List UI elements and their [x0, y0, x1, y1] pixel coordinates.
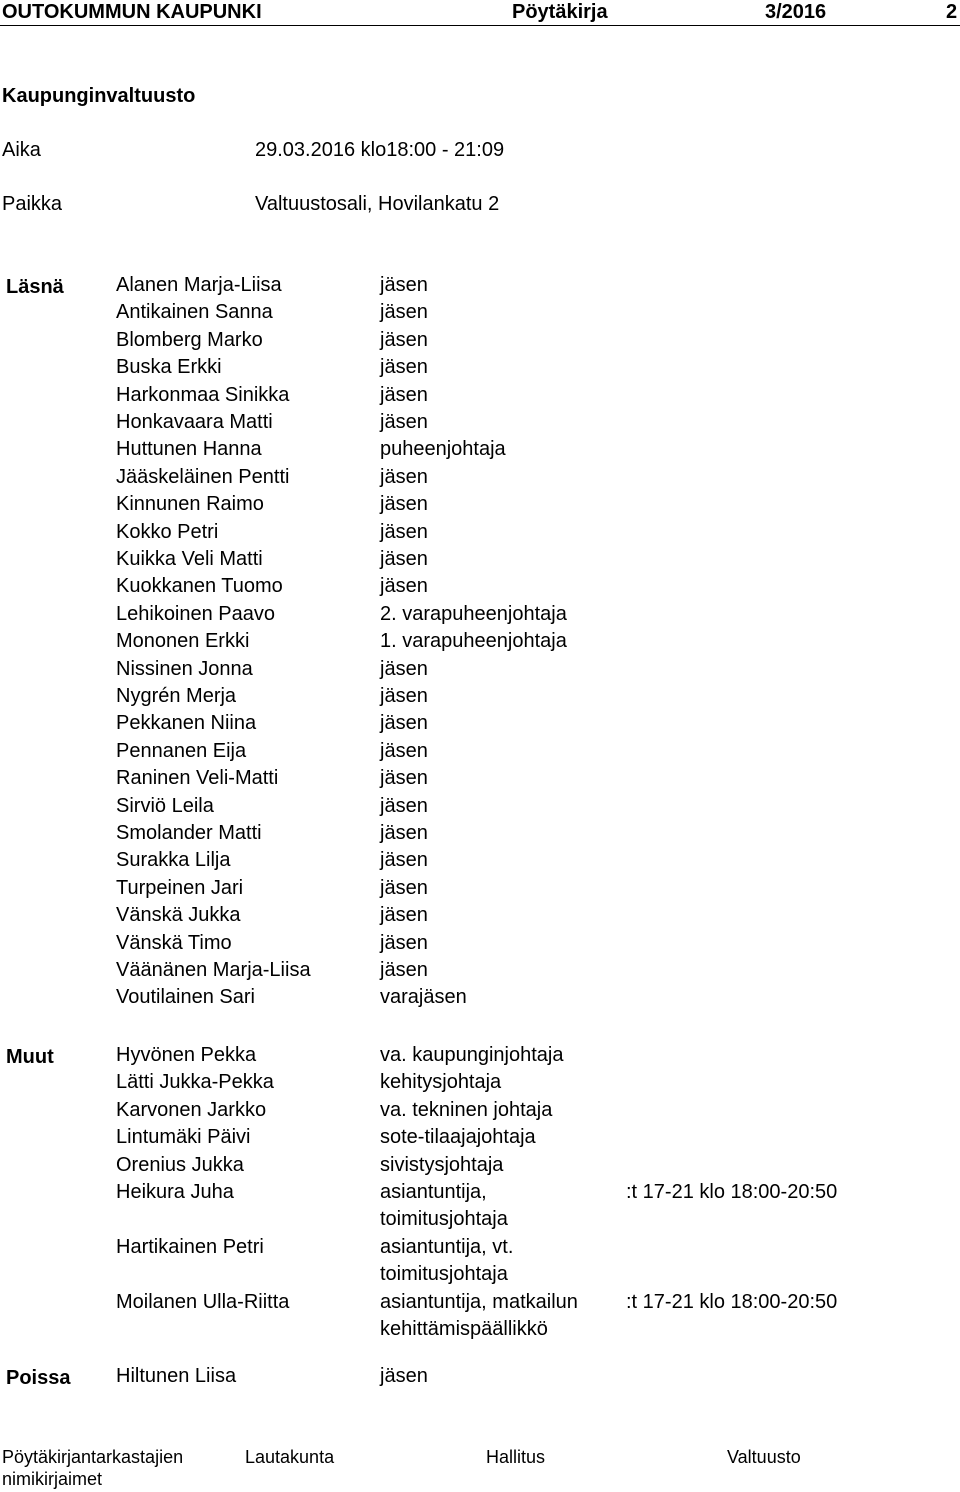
member-role: va. tekninen johtaja — [380, 1098, 553, 1121]
absent-label: Poissa — [6, 1367, 71, 1389]
member-role: jäsen — [380, 520, 428, 543]
member-role: va. kaupunginjohtaja — [380, 1044, 564, 1066]
member-role: jäsen — [380, 712, 428, 735]
member-row — [0, 983, 960, 1011]
member-row — [0, 326, 960, 354]
member-name: Mononen Erkki — [116, 630, 250, 653]
member-role: jäsen — [380, 685, 428, 707]
body-name: Kaupunginvaltuusto — [2, 85, 196, 107]
member-name: Voutilainen Sari — [116, 986, 255, 1009]
member-row — [0, 1178, 960, 1206]
time-label: Aika — [2, 139, 41, 161]
member-name: Hartikainen Petri — [116, 1235, 264, 1258]
document-type: Pöytäkirja — [512, 1, 608, 23]
member-role: jäsen — [380, 794, 428, 817]
member-name: Jääskeläinen Pentti — [116, 465, 290, 488]
member-name: Lätti Jukka-Pekka — [116, 1071, 274, 1094]
member-row — [0, 1123, 960, 1151]
member-name: Alanen Marja-Liisa — [116, 274, 282, 296]
member-role: jäsen — [380, 657, 428, 680]
member-name: Nygrén Merja — [116, 685, 237, 707]
document-number: 3/2016 — [765, 1, 827, 23]
member-row — [0, 545, 960, 573]
others-label: Muut — [6, 1046, 54, 1068]
member-role: varajäsen — [380, 986, 467, 1009]
member-row — [0, 901, 960, 929]
member-role: jäsen — [380, 383, 428, 406]
member-row — [0, 490, 960, 518]
member-role: jäsen — [380, 904, 428, 927]
member-row — [0, 1096, 960, 1124]
page-number: 2 — [946, 1, 958, 23]
member-role: jäsen — [380, 575, 428, 598]
member-name: Surakka Lilja — [116, 849, 231, 872]
member-name: Orenius Jukka — [116, 1153, 244, 1176]
member-role: jäsen — [380, 328, 428, 351]
member-role-continued: toimitusjohtaja — [380, 1208, 508, 1231]
page-header — [0, 0, 960, 24]
member-name: Hiltunen Liisa — [116, 1365, 237, 1387]
member-row — [0, 1233, 960, 1261]
member-role: jäsen — [380, 356, 428, 379]
member-row — [0, 1288, 960, 1316]
organization-name: OUTOKUMMUN KAUPUNKI — [2, 1, 262, 23]
member-row — [0, 1041, 960, 1069]
member-name: Heikura Juha — [116, 1181, 234, 1203]
member-row — [0, 929, 960, 957]
member-row — [0, 408, 960, 436]
member-row — [0, 353, 960, 381]
member-role: jäsen — [380, 411, 428, 433]
member-row — [0, 1362, 960, 1390]
member-row — [0, 956, 960, 984]
member-name: Honkavaara Matti — [116, 411, 273, 433]
member-role: jäsen — [380, 1365, 428, 1387]
member-row — [0, 463, 960, 491]
member-role: jäsen — [380, 849, 428, 872]
member-role: jäsen — [380, 274, 428, 296]
member-name: Pennanen Eija — [116, 739, 247, 762]
member-name: Nissinen Jonna — [116, 657, 253, 680]
header-divider — [0, 25, 960, 26]
time-value: 29.03.2016 klo18:00 - 21:09 — [255, 139, 505, 161]
member-row-continued — [0, 1260, 960, 1288]
member-row — [0, 709, 960, 737]
member-name: Raninen Veli-Matti — [116, 767, 279, 790]
member-role: jäsen — [380, 767, 428, 790]
member-name: Antikainen Sanna — [116, 301, 273, 324]
member-role: puheenjohtaja — [380, 438, 506, 461]
member-role: sote-tilaajajohtaja — [380, 1126, 536, 1149]
member-row — [0, 819, 960, 847]
member-name: Harkonmaa Sinikka — [116, 383, 290, 406]
member-name: Pekkanen Niina — [116, 712, 257, 735]
member-row — [0, 764, 960, 792]
footer-reviewers: Pöytäkirjantarkastajien — [2, 1447, 184, 1467]
member-row — [0, 737, 960, 765]
member-role: asiantuntija, vt. — [380, 1235, 514, 1258]
member-row — [0, 271, 960, 299]
member-note: :t 17-21 klo 18:00-20:50 — [626, 1290, 838, 1313]
member-row — [0, 572, 960, 600]
member-row — [0, 655, 960, 683]
member-row — [0, 600, 960, 628]
member-row — [0, 792, 960, 820]
member-row — [0, 1151, 960, 1179]
member-role: jäsen — [380, 739, 428, 762]
member-role-continued: toimitusjohtaja — [380, 1263, 508, 1286]
member-name: Lintumäki Päivi — [116, 1126, 251, 1149]
member-row — [0, 1068, 960, 1096]
member-name: Blomberg Marko — [116, 328, 263, 351]
member-role: kehitysjohtaja — [380, 1071, 502, 1094]
place-label: Paikka — [2, 193, 63, 215]
footer-reviewers-initials: nimikirjaimet — [2, 1469, 103, 1489]
member-name: Kinnunen Raimo — [116, 493, 264, 516]
member-row-continued — [0, 1205, 960, 1233]
member-row-continued — [0, 1315, 960, 1343]
member-role: asiantuntija, — [380, 1181, 487, 1203]
member-name: Kokko Petri — [116, 520, 219, 543]
member-role: 1. varapuheenjohtaja — [380, 630, 567, 653]
footer-council: Valtuusto — [727, 1447, 801, 1467]
member-name: Karvonen Jarkko — [116, 1098, 267, 1121]
member-name: Vänskä Jukka — [116, 904, 241, 927]
member-row — [0, 298, 960, 326]
member-name: Hyvönen Pekka — [116, 1044, 257, 1066]
member-name: Turpeinen Jari — [116, 876, 244, 899]
member-name: Vänskä Timo — [116, 931, 232, 954]
member-role-continued: kehittämispäällikkö — [380, 1318, 548, 1340]
present-label: Läsnä — [6, 276, 64, 298]
member-note: :t 17-21 klo 18:00-20:50 — [626, 1181, 838, 1203]
member-name: Sirviö Leila — [116, 794, 214, 817]
member-role: jäsen — [380, 493, 428, 516]
member-role: jäsen — [380, 822, 428, 844]
member-role: asiantuntija, matkailun — [380, 1290, 578, 1313]
member-row — [0, 518, 960, 546]
member-row — [0, 874, 960, 902]
member-name: Lehikoinen Paavo — [116, 602, 276, 625]
member-name: Moilanen Ulla-Riitta — [116, 1290, 290, 1313]
member-role: jäsen — [380, 876, 428, 899]
member-role: 2. varapuheenjohtaja — [380, 602, 567, 625]
member-row — [0, 627, 960, 655]
member-role: sivistysjohtaja — [380, 1153, 504, 1176]
member-name: Buska Erkki — [116, 356, 222, 379]
member-role: jäsen — [380, 301, 428, 324]
member-name: Kuokkanen Tuomo — [116, 575, 283, 598]
member-row — [0, 682, 960, 710]
place-value: Valtuustosali, Hovilankatu 2 — [255, 193, 500, 215]
member-row — [0, 435, 960, 463]
member-role: jäsen — [380, 959, 428, 981]
member-name: Väänänen Marja-Liisa — [116, 959, 311, 981]
member-name: Huttunen Hanna — [116, 438, 262, 461]
footer-board: Lautakunta — [245, 1447, 335, 1467]
footer-government: Hallitus — [486, 1447, 546, 1467]
member-name: Smolander Matti — [116, 822, 262, 844]
member-role: jäsen — [380, 465, 428, 488]
member-row — [0, 846, 960, 874]
member-row — [0, 381, 960, 409]
member-role: jäsen — [380, 931, 428, 954]
member-role: jäsen — [380, 548, 428, 570]
member-name: Kuikka Veli Matti — [116, 548, 263, 570]
